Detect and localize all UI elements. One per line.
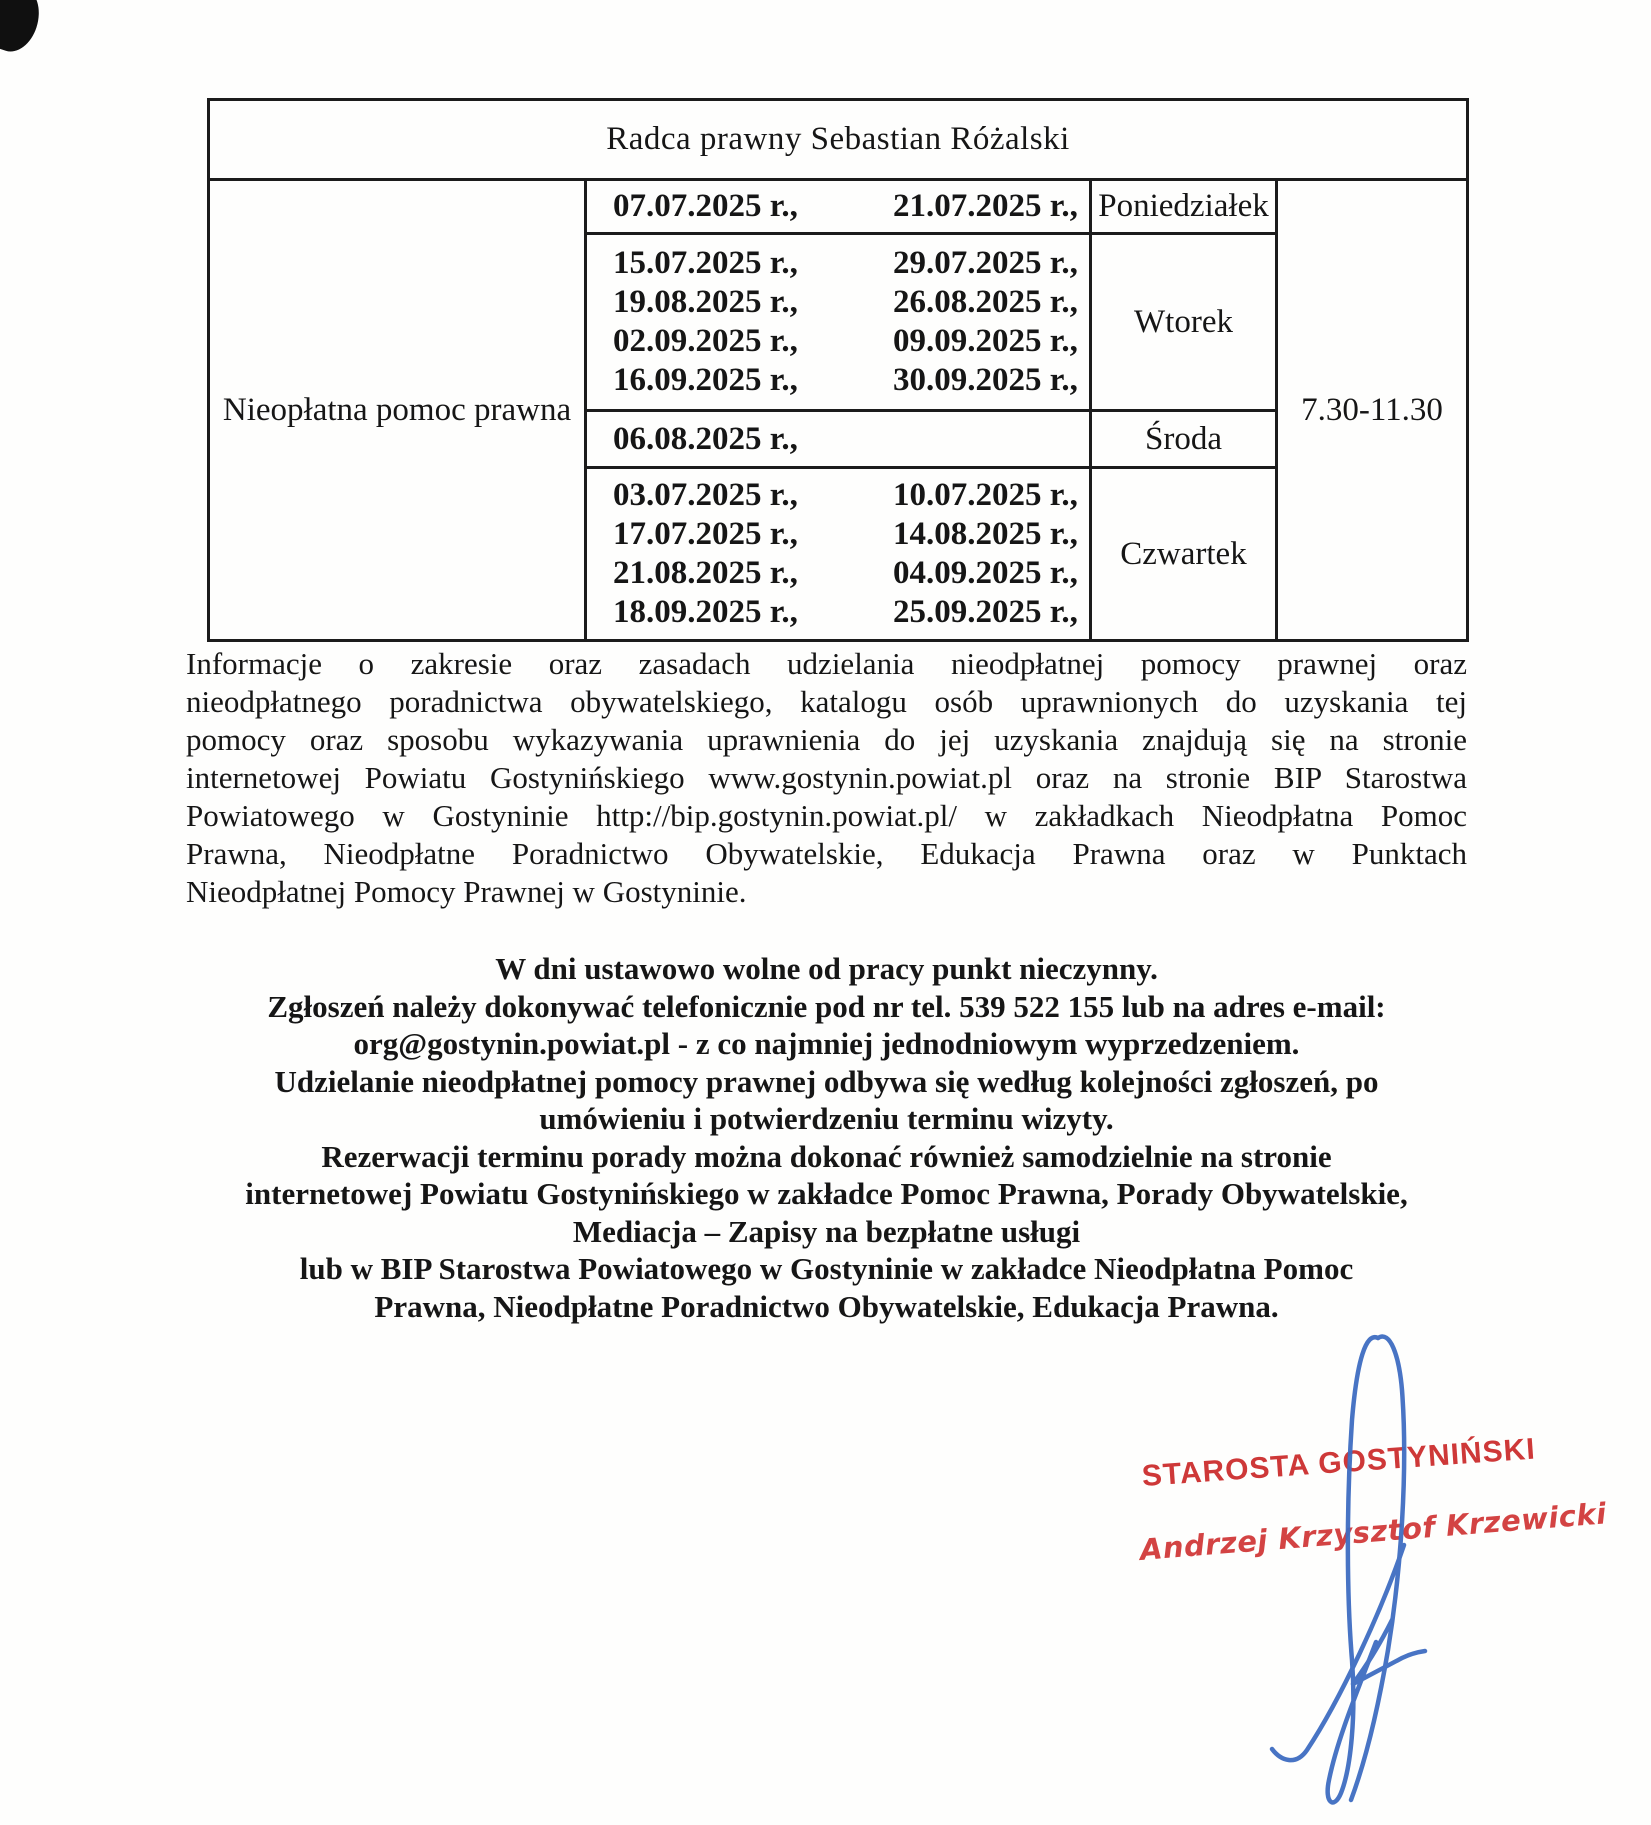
signature-loop-right	[1351, 1337, 1404, 1800]
registration-notice	[186, 950, 1467, 1325]
date: 10.07.2025 r.,	[893, 477, 1078, 513]
paragraph-line: Prawna, Nieodpłatne Poradnictwo Obywatelskie, Edukacja Prawna oraz w Punktach	[186, 836, 1467, 871]
notice-line: umówieniu i potwierdzeniu terminu wizyty.	[539, 1101, 1114, 1136]
dates-cell-monday	[586, 180, 1091, 234]
day-cell-wednesday: Środa	[1091, 411, 1277, 468]
date: 30.09.2025 r.,	[893, 362, 1078, 398]
signature-loop-left	[1328, 1337, 1378, 1802]
table-header-row	[209, 100, 1468, 180]
date: 26.08.2025 r.,	[893, 284, 1078, 320]
signature-flourish	[1353, 1620, 1425, 1684]
service-name-cell: Nieopłatna pomoc prawna	[209, 180, 586, 641]
starosta-stamp-title: STAROSTA GOSTYNIŃSKI	[1140, 1432, 1537, 1493]
date: 15.07.2025 r.,	[613, 245, 798, 281]
notice-line: lub w BIP Starostwa Powiatowego w Gostyninie w zakładce Nieodpłatna Pomoc	[299, 1251, 1354, 1286]
date: 02.09.2025 r.,	[613, 323, 798, 359]
date: 25.09.2025 r.,	[893, 594, 1078, 630]
notice-line: Zgłoszeń należy dokonywać telefonicznie pod nr tel. 539 522 155 lub na adres e-mail:	[267, 988, 1386, 1024]
paragraph-line: pomocy oraz sposobu wykazywania uprawnienia do jej uzyskania znajdują się na stronie	[186, 722, 1467, 757]
date: 21.07.2025 r.,	[893, 188, 1078, 224]
paragraph-line: nieodpłatnego poradnictwa obywatelskiego, katalogu osób uprawnionych do uzyskania tej	[186, 684, 1467, 719]
lawyer-name-header: Radca prawny Sebastian Różalski	[209, 100, 1468, 180]
signature-diagonal-stroke	[1272, 1545, 1404, 1760]
dates-cell-wednesday	[586, 411, 1091, 468]
date: 09.09.2025 r.,	[893, 323, 1078, 359]
notice-line: W dni ustawowo wolne od pracy punkt nieczynny.	[495, 951, 1158, 986]
legal-aid-schedule-table	[207, 98, 1469, 642]
date: 21.08.2025 r.,	[613, 555, 798, 591]
date: 03.07.2025 r.,	[613, 477, 798, 513]
paragraph-line: Nieodpłatnej Pomocy Prawnej w Gostyninie.	[186, 874, 747, 909]
paragraph-line: internetowej Powiatu Gostynińskiego www.gostynin.powiat.pl oraz na stronie BIP Starostwa	[186, 760, 1467, 795]
info-paragraph	[186, 645, 1467, 911]
starosta-stamp-name: Andrzej Krzysztof Krzewicki	[1138, 1496, 1608, 1567]
paragraph-line: Powiatowego w Gostyninie http://bip.gostynin.powiat.pl/ w zakładkach Nieodpłatna Pomoc	[186, 798, 1467, 833]
notice-line: Rezerwacji terminu porady można dokonać również samodzielnie na stronie	[321, 1138, 1332, 1174]
date: 06.08.2025 r.,	[613, 420, 798, 457]
day-cell-thursday: Czwartek	[1091, 468, 1277, 641]
notice-line: Udzielanie nieodpłatnej pomocy prawnej odbywa się według kolejności zgłoszeń, po	[274, 1063, 1379, 1099]
date: 19.08.2025 r.,	[613, 284, 798, 320]
table-row-monday	[209, 180, 1468, 234]
notice-line: internetowej Powiatu Gostynińskiego w zakładce Pomoc Prawna, Porady Obywatelskie,	[245, 1176, 1408, 1211]
notice-line: Prawna, Nieodpłatne Poradnictwo Obywatelskie, Edukacja Prawna.	[374, 1288, 1279, 1324]
date: 07.07.2025 r.,	[613, 188, 798, 224]
opening-hours-cell: 7.30-11.30	[1277, 180, 1468, 641]
date: 17.07.2025 r.,	[613, 516, 798, 552]
date: 16.09.2025 r.,	[613, 362, 798, 398]
dates-cell-thursday	[586, 468, 1091, 641]
day-cell-tuesday: Wtorek	[1091, 234, 1277, 411]
date: 14.08.2025 r.,	[893, 516, 1078, 552]
notice-line: Mediacja – Zapisy na bezpłatne usługi	[572, 1213, 1081, 1249]
dates-cell-tuesday	[586, 234, 1091, 411]
day-cell-monday: Poniedziałek	[1091, 180, 1277, 234]
notice-line: org@gostynin.powiat.pl - z co najmniej jednodniowym wyprzedzeniem.	[353, 1026, 1300, 1061]
date: 18.09.2025 r.,	[613, 594, 798, 630]
date: 29.07.2025 r.,	[893, 245, 1078, 281]
date: 04.09.2025 r.,	[893, 555, 1078, 591]
paragraph-line: Informacje o zakresie oraz zasadach udzielania nieodpłatnej pomocy prawnej oraz	[186, 646, 1467, 681]
scan-artifact	[0, 0, 47, 57]
